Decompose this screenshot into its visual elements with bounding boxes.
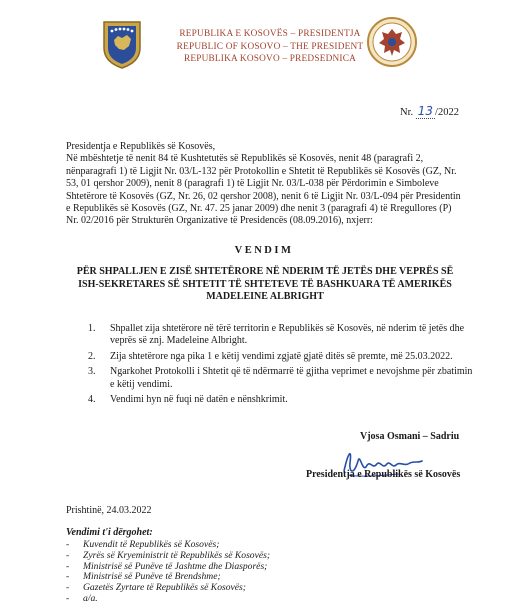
decision-number bbox=[400, 104, 459, 118]
intro-line: Presidentja e Republikës së Kosovës, bbox=[66, 141, 216, 152]
point-number: 1. bbox=[88, 323, 96, 334]
subject-line: ISH-SEKRETARES SË SHTETIT TË SHTETEVE TË BASHKUARA TË AMERIKËS bbox=[78, 278, 452, 290]
letterhead bbox=[170, 28, 370, 66]
intro-line: Nr. 02/2016 për Strukturën Organizative të Presidencës (08.09.2016), nxjerr: bbox=[66, 215, 373, 227]
list-dash: - bbox=[66, 571, 70, 583]
subject-line: PËR SHPALLJEN E ZISË SHTETËRORE NË NDERIM TË JETËS DHE VEPRËS SË bbox=[76, 266, 454, 277]
recipients-list bbox=[66, 540, 270, 605]
point-text: e këtij vendimi. bbox=[110, 378, 173, 390]
subject-line: MADELEINE ALBRIGHT bbox=[206, 291, 324, 302]
recipient-text: Ministrisë së Punëve të Jashtme dhe Diasporës; bbox=[83, 560, 268, 572]
decision-point bbox=[88, 366, 473, 391]
recipient-text: Zyrës së Kryeministrit të Republikës së Kosovës; bbox=[83, 549, 271, 561]
intro-line: Shtetërore të Kosovës (GZ, Nr. 26, 02 qershor 2008), nenit 6 të Ligjit Nr. 03/L-094 për Presidentin bbox=[66, 190, 461, 202]
recipient-text: a/a. bbox=[83, 592, 98, 604]
recipient-item bbox=[66, 594, 270, 605]
decision-subject bbox=[60, 266, 470, 304]
intro-line: e Republikës së Kosovës (GZ, Nr. 47. 25 janar 2009) dhe nenit 3 (paragrafi 4) të Rregullores (P) bbox=[66, 203, 452, 215]
signer-title: Presidentja e Republikës së Kosovës bbox=[306, 469, 461, 480]
list-dash: - bbox=[66, 539, 70, 550]
recipients-title: Vendimi t'i dërgohet: bbox=[66, 527, 153, 538]
legal-basis bbox=[66, 141, 466, 228]
number-suffix: /2022 bbox=[435, 107, 459, 118]
intro-line: Në mbështetje të nenit 84 të Kushtetutës së Republikës së Kosovës, nenit 48 (paragrafi 2, bbox=[66, 153, 424, 165]
signer-name: Vjosa Osmani – Sadriu bbox=[360, 431, 460, 442]
point-number: 3. bbox=[88, 366, 96, 378]
decision-point bbox=[88, 394, 468, 406]
intro-line: nënparagrafi 1) të Ligjit Nr. 03/L-132 për Protokollin e Shtetit të Republikës së Kosovës (GZ, Nr. bbox=[66, 165, 457, 177]
presidential-seal-icon bbox=[366, 16, 418, 68]
decision-point bbox=[88, 351, 468, 363]
list-dash: - bbox=[66, 560, 70, 572]
point-text: veprës së znj. Madeleine Albright. bbox=[110, 335, 248, 347]
point-text: Zija shtetërore nga pika 1 e këtij vendimi zgjatë gjatë ditës së premte, më 25.03.2022. bbox=[110, 350, 453, 362]
number-value: 13 bbox=[417, 104, 434, 118]
decision-points bbox=[88, 323, 473, 409]
point-number: 2. bbox=[88, 350, 96, 362]
point-text: Ngarkohet Protokolli i Shtetit që të ndërmarrë të gjitha veprimet e nevojshme për zbatimin bbox=[110, 366, 473, 378]
decision-title: VENDIM bbox=[234, 245, 294, 256]
point-text: Shpallet zija shtetërore në tërë territorin e Republikës së Kosovës, në nderim të jetës dhe bbox=[110, 323, 465, 334]
point-text: Vendimi hyn në fuqi në datën e nënshkrimit. bbox=[110, 394, 288, 406]
point-number: 4. bbox=[88, 394, 96, 406]
letterhead-line-english: REPUBLIC OF KOSOVO – THE PRESIDENT bbox=[176, 41, 364, 52]
recipient-text: Ministrisë së Punëve të Brendshme; bbox=[83, 571, 221, 583]
list-dash: - bbox=[66, 582, 70, 594]
list-dash: - bbox=[66, 592, 70, 604]
decision-point bbox=[88, 323, 468, 348]
recipient-text: Kuvendit të Republikës së Kosovës; bbox=[83, 539, 220, 550]
number-prefix: Nr. bbox=[400, 107, 414, 118]
kosovo-coat-of-arms-icon bbox=[100, 18, 144, 70]
letterhead-line-serbian: REPUBLIKA KOSOVO – PREDSEDNICA bbox=[183, 54, 357, 64]
list-dash: - bbox=[66, 549, 70, 561]
letterhead-line-albanian: REPUBLIKA E KOSOVËS – PRESIDENTJA bbox=[179, 29, 361, 39]
place-and-date: Prishtinë, 24.03.2022 bbox=[66, 505, 152, 516]
intro-line: 53, 01 qershor 2009), nenit 8 (paragrafi 1) të Ligjit Nr. 03/L-038 për Përdorimin e Simboleve bbox=[66, 178, 439, 190]
recipient-text: Gazetës Zyrtare të Republikës së Kosovës; bbox=[83, 582, 246, 594]
